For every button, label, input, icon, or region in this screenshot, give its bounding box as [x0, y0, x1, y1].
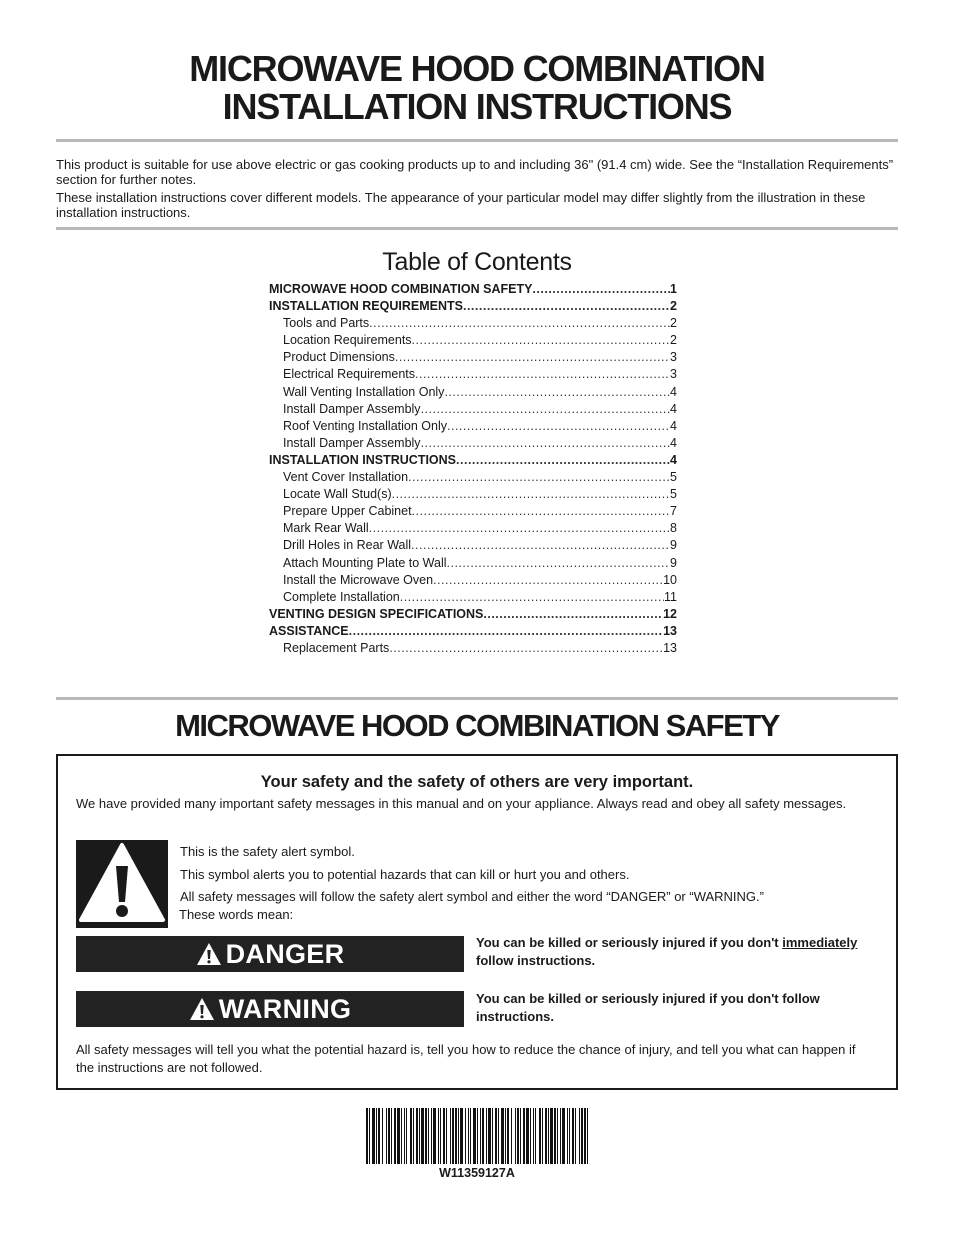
toc-entry-label: INSTALLATION INSTRUCTIONS	[269, 452, 457, 467]
barcode-bar	[520, 1108, 521, 1164]
toc-entry-page: 5	[670, 487, 677, 502]
safety-section-title: MICROWAVE HOOD COMBINATION SAFETY	[175, 708, 779, 743]
toc-entry	[269, 537, 677, 554]
document-title	[0, 50, 954, 126]
barcode-bar	[425, 1108, 427, 1164]
barcode-bar	[376, 1108, 377, 1164]
barcode-bar	[428, 1108, 429, 1164]
warning-description: You can be killed or seriously injured if you don't follow instructions.	[476, 991, 820, 1024]
toc-entry-page: 11	[664, 589, 677, 604]
barcode-bar	[386, 1108, 387, 1164]
toc-entry-page: 7	[670, 504, 677, 519]
toc-entry-page: 8	[670, 521, 677, 536]
safety-alert-icon	[76, 840, 168, 928]
toc-entry	[269, 589, 677, 606]
barcode-bar	[492, 1108, 493, 1164]
toc-entry-page: 13	[663, 623, 677, 638]
toc-leader-dots	[392, 486, 670, 503]
barcode-bar	[366, 1108, 368, 1164]
toc-leader-dots	[349, 623, 663, 640]
barcode-bar	[579, 1108, 580, 1164]
safety-intro: We have provided many important safety messages in this manual and on your appliance. Always read and obey all safety messages.	[76, 796, 847, 811]
table-of-contents	[269, 281, 677, 657]
toc-leader-dots	[412, 332, 671, 349]
safety-heading: Your safety and the safety of others are very important.	[260, 773, 694, 791]
toc-entry	[269, 623, 677, 640]
barcode-number: W11359127A	[439, 1166, 515, 1180]
barcode-bar	[557, 1108, 558, 1164]
title-line-2: INSTALLATION INSTRUCTIONS	[222, 86, 732, 127]
toc-entry-page: 4	[670, 418, 677, 433]
warning-label: WARNING	[218, 994, 352, 1024]
toc-entry-page: 5	[670, 470, 677, 485]
danger-alert-icon	[196, 942, 222, 966]
toc-entry	[269, 469, 677, 486]
barcode-bar	[488, 1108, 491, 1164]
toc-entry-page: 13	[663, 640, 677, 655]
toc-entry	[269, 349, 677, 366]
barcode-bar	[458, 1108, 459, 1164]
toc-entry-label: Roof Venting Installation Only	[283, 418, 447, 433]
toc-entry	[269, 366, 677, 383]
toc-entry-page: 2	[670, 333, 677, 348]
barcode-bar	[486, 1108, 487, 1164]
title-line-1: MICROWAVE HOOD COMBINATION	[189, 48, 765, 89]
barcode-bar	[560, 1108, 561, 1164]
toc-leader-dots	[447, 418, 670, 435]
barcode-bar	[382, 1108, 383, 1164]
barcode-bar	[394, 1108, 396, 1164]
toc-leader-dots	[456, 452, 670, 469]
barcode-bar	[391, 1108, 392, 1164]
toc-leader-dots	[369, 520, 670, 537]
barcode-bar	[562, 1108, 565, 1164]
toc-entry-label: Wall Venting Installation Only	[283, 384, 445, 399]
toc-entry-label: Location Requirements	[283, 333, 412, 348]
toc-entry	[269, 606, 677, 623]
toc-entry	[269, 572, 677, 589]
barcode-bar	[468, 1108, 469, 1164]
intro-paragraph-1: This product is suitable for use above electric or gas cooking products up to and including 36" (91.4 cm) wide. See the “Installation Requirements” section for further notes.	[56, 157, 894, 187]
toc-entry	[269, 315, 677, 332]
barcode-bar	[480, 1108, 481, 1164]
toc-leader-dots	[433, 572, 663, 589]
danger-desc-emphasis: immediately	[782, 935, 858, 950]
barcode-bar	[539, 1108, 541, 1164]
barcode-bar	[507, 1108, 509, 1164]
toc-entry	[269, 298, 677, 315]
barcode-bar	[501, 1108, 504, 1164]
barcode-bar	[477, 1108, 478, 1164]
barcode-bar	[482, 1108, 484, 1164]
barcode-bar	[410, 1108, 412, 1164]
toc-entry-page: 3	[670, 350, 677, 365]
danger-description	[476, 934, 896, 970]
toc-leader-dots	[444, 384, 670, 401]
barcode-bar	[548, 1108, 549, 1164]
toc-entry	[269, 503, 677, 520]
toc-entry-page: 4	[670, 401, 677, 416]
toc-leader-dots	[411, 537, 670, 554]
barcode-bar	[431, 1108, 432, 1164]
toc-entry-label: Mark Rear Wall	[283, 521, 369, 536]
barcode-bar	[530, 1108, 531, 1164]
barcode-bar	[443, 1108, 445, 1164]
toc-heading: Table of Contents	[382, 248, 572, 276]
barcode-bar	[533, 1108, 534, 1164]
toc-entry	[269, 520, 677, 537]
toc-entry-label: Electrical Requirements	[283, 367, 415, 382]
divider-safety	[56, 697, 898, 700]
alert-line-4: These words mean:	[179, 907, 294, 922]
toc-entry-label: Complete Installation	[283, 589, 400, 604]
barcode-bar	[511, 1108, 512, 1164]
toc-entry-page: 2	[670, 316, 677, 331]
barcode-bar	[567, 1108, 568, 1164]
toc-leader-dots	[421, 401, 670, 418]
barcode-bar	[550, 1108, 553, 1164]
toc-entry-label: VENTING DESIGN SPECIFICATIONS	[269, 606, 484, 621]
barcode-bar	[542, 1108, 543, 1164]
barcode-bar	[584, 1108, 586, 1164]
barcode-bar	[569, 1108, 570, 1164]
toc-entry-page: 4	[670, 384, 677, 399]
barcode-bar	[498, 1108, 499, 1164]
alert-line-2: This symbol alerts you to potential hazards that can kill or hurt you and others.	[180, 867, 630, 882]
toc-entry	[269, 435, 677, 452]
safety-closing: All safety messages will tell you what the potential hazard is, tell you how to reduce the chance of injury, and tell you what can happen if the instructions are not followed.	[76, 1042, 856, 1075]
barcode-bar	[433, 1108, 436, 1164]
toc-entry-page: 4	[670, 452, 677, 467]
toc-entry-label: MICROWAVE HOOD COMBINATION SAFETY	[269, 282, 533, 296]
barcode-bar	[455, 1108, 457, 1164]
toc-leader-dots	[421, 435, 670, 452]
toc-entry-label: Prepare Upper Cabinet	[283, 504, 412, 519]
toc-entry-label: Locate Wall Stud(s)	[283, 487, 392, 502]
barcode-bar	[575, 1108, 576, 1164]
toc-entry-label: Install Damper Assembly	[283, 401, 421, 416]
toc-entry	[269, 384, 677, 401]
warning-alert-icon	[189, 997, 215, 1021]
barcode-bar	[517, 1108, 519, 1164]
toc-entry	[269, 640, 677, 657]
barcode-bar	[404, 1108, 405, 1164]
divider-top	[56, 139, 898, 142]
toc-leader-dots	[369, 315, 670, 332]
barcode-bar	[452, 1108, 454, 1164]
barcode-bar	[495, 1108, 497, 1164]
barcode-bar	[372, 1108, 375, 1164]
toc-entry	[269, 486, 677, 503]
toc-entry-label: Product Dimensions	[283, 350, 395, 365]
toc-entry-label: Replacement Parts	[283, 640, 390, 655]
barcode	[366, 1108, 588, 1164]
toc-entry-page: 9	[670, 538, 677, 553]
barcode-bar	[421, 1108, 424, 1164]
barcode-bar	[581, 1108, 583, 1164]
barcode-bar	[470, 1108, 471, 1164]
toc-leader-dots	[400, 589, 664, 606]
barcode-bar	[413, 1108, 414, 1164]
barcode-bar	[440, 1108, 441, 1164]
barcode-bar	[587, 1108, 588, 1164]
alert-line-1: This is the safety alert symbol.	[180, 844, 355, 859]
barcode-bar	[526, 1108, 529, 1164]
barcode-bar	[465, 1108, 466, 1164]
danger-desc-part-2: follow instructions.	[476, 953, 596, 968]
toc-entry-page: 1	[670, 282, 677, 296]
barcode-bar	[416, 1108, 418, 1164]
toc-entry-label: ASSISTANCE	[269, 623, 349, 638]
toc-leader-dots	[412, 503, 671, 520]
barcode-bar	[523, 1108, 525, 1164]
toc-leader-dots	[463, 298, 670, 315]
toc-entry-page: 2	[670, 299, 677, 314]
alert-line-3: All safety messages will follow the safety alert symbol and either the word “DANGER” or “WARNING.”	[180, 889, 764, 904]
toc-entry	[269, 281, 677, 298]
danger-desc-part-1: You can be killed or seriously injured if you don't	[476, 935, 783, 950]
barcode-bar	[401, 1108, 402, 1164]
barcode-bar	[450, 1108, 451, 1164]
barcode-bar	[446, 1108, 447, 1164]
toc-entry-page: 3	[670, 367, 677, 382]
toc-entry-page: 12	[663, 606, 677, 621]
barcode-bar	[535, 1108, 536, 1164]
toc-entry	[269, 401, 677, 418]
safety-box	[56, 754, 898, 1090]
toc-leader-dots	[395, 349, 670, 366]
toc-entry	[269, 452, 677, 469]
toc-entry	[269, 418, 677, 435]
toc-entry-page: 9	[670, 555, 677, 570]
barcode-bar	[388, 1108, 390, 1164]
barcode-bar	[515, 1108, 516, 1164]
toc-leader-dots	[447, 555, 671, 572]
toc-leader-dots	[408, 469, 670, 486]
toc-entry-label: Drill Holes in Rear Wall	[283, 538, 412, 553]
toc-entry-label: Vent Cover Installation	[283, 470, 409, 485]
toc-leader-dots	[415, 366, 670, 383]
barcode-bar	[397, 1108, 400, 1164]
toc-entry-label: Tools and Parts	[283, 316, 370, 331]
barcode-bar	[369, 1108, 370, 1164]
toc-leader-dots	[483, 606, 663, 623]
danger-signal-banner	[76, 936, 464, 972]
barcode-bar	[460, 1108, 463, 1164]
barcode-bar	[378, 1108, 380, 1164]
toc-entry-label: Install the Microwave Oven	[283, 572, 434, 587]
barcode-bar	[438, 1108, 439, 1164]
toc-entry-page: 4	[670, 435, 677, 450]
intro-paragraph-2: These installation instructions cover different models. The appearance of your particular model may differ slightly from the illustration in these installation instructions.	[56, 190, 866, 220]
toc-entry-label: Attach Mounting Plate to Wall	[283, 555, 447, 570]
toc-leader-dots	[532, 281, 670, 298]
toc-entry	[269, 332, 677, 349]
barcode-bar	[554, 1108, 556, 1164]
barcode-bar	[545, 1108, 547, 1164]
toc-entry-label: Install Damper Assembly	[283, 435, 421, 450]
barcode-bar	[505, 1108, 506, 1164]
barcode-bar	[473, 1108, 476, 1164]
danger-label: DANGER	[225, 939, 345, 969]
toc-entry-page: 10	[663, 572, 677, 587]
barcode-bar	[572, 1108, 574, 1164]
warning-signal-banner	[76, 991, 464, 1027]
toc-leader-dots	[389, 640, 663, 657]
toc-entry-label: INSTALLATION REQUIREMENTS	[269, 299, 463, 314]
barcode-bar	[419, 1108, 420, 1164]
divider-toc	[56, 227, 898, 230]
barcode-bar	[406, 1108, 407, 1164]
toc-entry	[269, 555, 677, 572]
